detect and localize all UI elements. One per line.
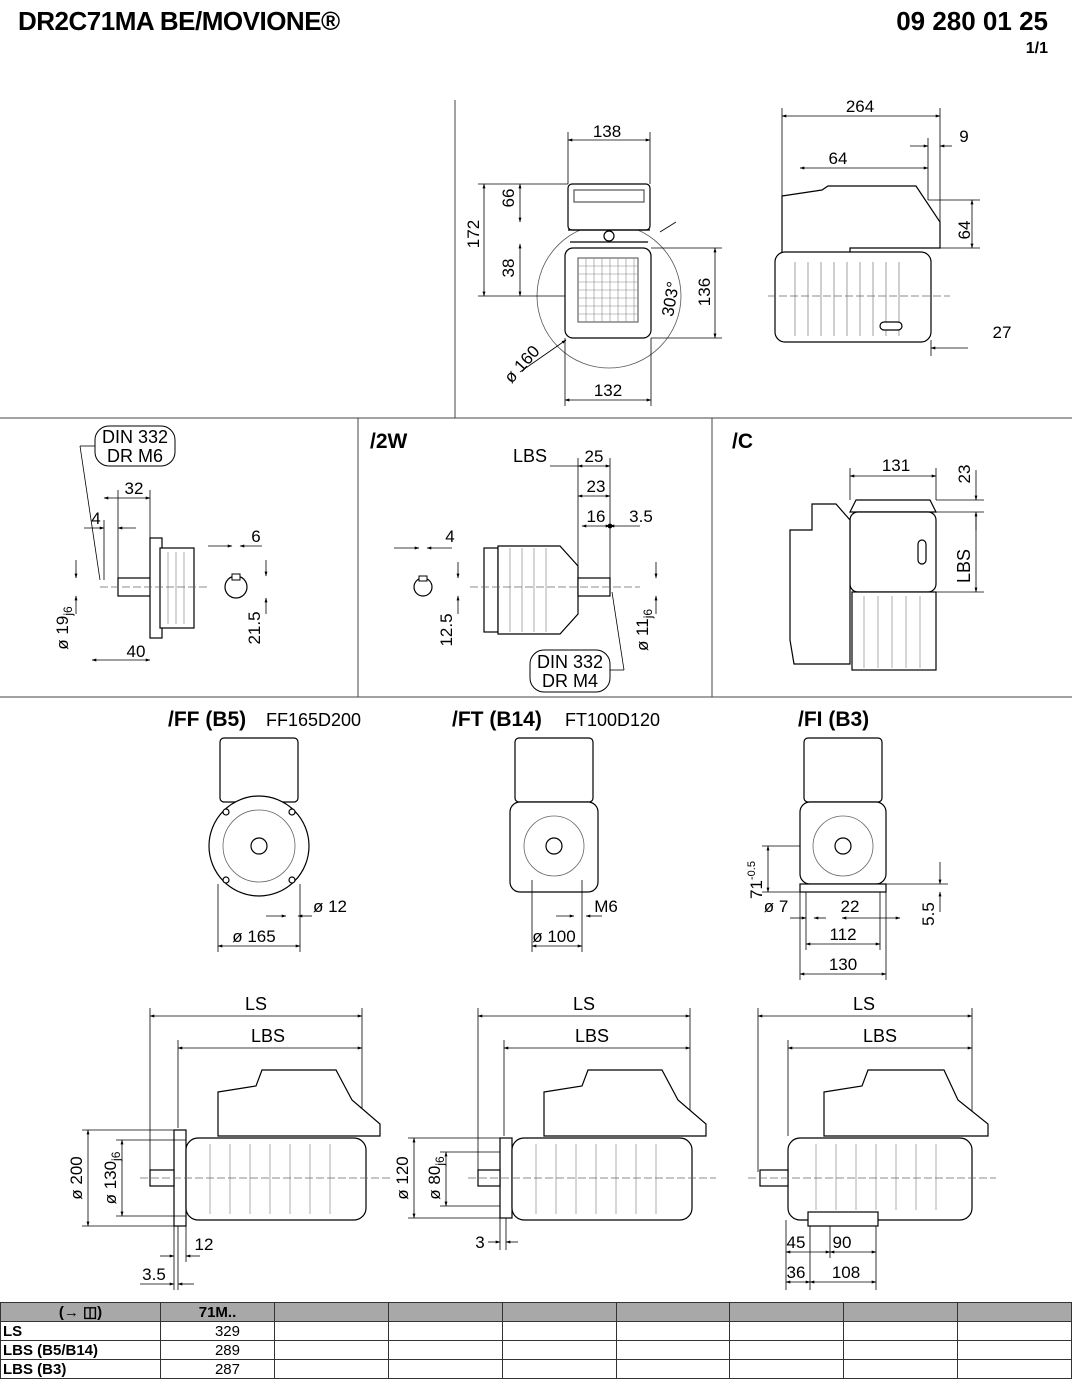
table-row xyxy=(1,1322,1072,1341)
dim-136: 136 xyxy=(695,277,714,307)
table-header-empty xyxy=(844,1303,958,1322)
dim-6: 6 xyxy=(251,527,261,546)
table-header-empty xyxy=(958,1303,1072,1322)
dim-64-vertical: 64 xyxy=(955,220,974,240)
table-row xyxy=(1,1360,1072,1379)
row-label: LBS (B5/B14) xyxy=(1,1341,161,1360)
dim-27: 27 xyxy=(992,323,1012,342)
dim-lbs-canopy: LBS xyxy=(954,548,974,584)
shaft-detail-din-m6 xyxy=(80,426,247,638)
section-c-label: /C xyxy=(732,430,753,453)
empty-cell xyxy=(958,1341,1072,1360)
b5-ls-label: LS xyxy=(244,994,268,1014)
tolerance-j6-2w: j6 xyxy=(641,608,655,619)
b14-side-view xyxy=(408,1008,716,1250)
table-header-row xyxy=(1,1303,1072,1322)
canopy-view xyxy=(790,500,936,670)
din-callout-line1: DIN 332 xyxy=(101,427,169,447)
dim-d80-value: ø 80 xyxy=(425,1165,444,1200)
empty-cell xyxy=(958,1360,1072,1379)
b14-ls-label: LS xyxy=(572,994,596,1014)
table-row xyxy=(1,1341,1072,1360)
page-number: 1/1 xyxy=(1025,40,1048,57)
dim-23-canopy: 23 xyxy=(955,464,974,484)
dim-36: 36 xyxy=(786,1263,806,1282)
dim-d11 xyxy=(633,609,655,651)
dim-12-b5: 12 xyxy=(194,1235,214,1254)
empty-cell xyxy=(844,1322,958,1341)
empty-cell xyxy=(502,1322,616,1341)
b5-lbs-label: LBS xyxy=(250,1026,286,1046)
row-value: 287 xyxy=(161,1360,275,1379)
b3-lbs-label: LBS xyxy=(862,1026,898,1046)
row-label: LS xyxy=(1,1322,161,1341)
dim-45: 45 xyxy=(786,1233,806,1252)
dim-d200: ø 200 xyxy=(67,1156,86,1200)
dim-138: 138 xyxy=(592,122,622,141)
dim-303-deg: 303° xyxy=(658,280,683,319)
dim-64-horizontal: 64 xyxy=(828,149,848,168)
dim-3-5: 3.5 xyxy=(629,507,653,526)
empty-cell xyxy=(275,1322,389,1341)
dim-3-b14: 3 xyxy=(475,1233,485,1252)
dim-131: 131 xyxy=(881,456,911,475)
dim-d160: ø 160 xyxy=(500,341,544,387)
dim-d7: ø 7 xyxy=(763,897,789,916)
dim-40: 40 xyxy=(126,642,146,661)
dim-264: 264 xyxy=(845,97,875,116)
front-view xyxy=(537,184,681,368)
table-header-size: 71M.. xyxy=(161,1303,275,1322)
ff-flange-view xyxy=(209,738,309,896)
side-view xyxy=(768,186,950,342)
table-header-empty xyxy=(502,1303,616,1322)
dim-m6: M6 xyxy=(594,897,618,916)
dim-71-value: 71 xyxy=(747,880,766,899)
section-ft-label: /FT (B14) xyxy=(452,708,542,731)
din-callout2-line2: DR M4 xyxy=(541,671,599,691)
drawing-title: DR2C71MA BE/MOVIONE® xyxy=(18,6,340,36)
empty-cell xyxy=(388,1341,502,1360)
table-header-empty xyxy=(388,1303,502,1322)
table-header-empty xyxy=(616,1303,730,1322)
dim-d130 xyxy=(101,1151,123,1204)
dim-172: 172 xyxy=(464,219,483,249)
section-2w-label: /2W xyxy=(370,430,408,453)
tolerance-minus-0-5: -0.5 xyxy=(746,861,758,881)
dim-66: 66 xyxy=(499,188,518,208)
empty-cell xyxy=(616,1341,730,1360)
dim-130: 130 xyxy=(828,955,858,974)
dim-12-5: 12.5 xyxy=(437,613,456,647)
dim-d120: ø 120 xyxy=(393,1156,412,1200)
tolerance-j6-b5: j6 xyxy=(109,1151,123,1161)
dim-d165: ø 165 xyxy=(232,927,276,946)
dim-9: 9 xyxy=(959,127,969,146)
dim-71 xyxy=(746,861,766,899)
dim-d130-value: ø 130 xyxy=(101,1160,120,1205)
row-label: LBS (B3) xyxy=(1,1360,161,1379)
table-header-ref: (→ ◫) xyxy=(1,1303,161,1322)
empty-cell xyxy=(730,1341,844,1360)
dim-d19-value: ø 19 xyxy=(53,615,72,650)
din-callout-line2: DR M6 xyxy=(106,446,164,466)
b5-side-view xyxy=(82,1008,390,1290)
dim-38: 38 xyxy=(499,258,518,278)
fi-foot-view xyxy=(800,738,886,892)
tolerance-j6: j6 xyxy=(61,606,75,616)
empty-cell xyxy=(730,1322,844,1341)
dim-d12: ø 12 xyxy=(312,897,348,916)
dim-16: 16 xyxy=(586,507,606,526)
section-ff-label: /FF (B5) xyxy=(168,708,247,731)
b3-side-view xyxy=(748,1008,996,1290)
tolerance-j6-b14: j6 xyxy=(433,1156,447,1166)
dim-d19 xyxy=(53,606,75,650)
dim-108: 108 xyxy=(831,1263,861,1282)
dim-5-5: 5.5 xyxy=(919,902,938,926)
empty-cell xyxy=(958,1322,1072,1341)
section-fi-label: /FI (B3) xyxy=(798,708,870,731)
empty-cell xyxy=(275,1360,389,1379)
table-header-empty xyxy=(275,1303,389,1322)
row-value: 329 xyxy=(161,1322,275,1341)
b3-ls-label: LS xyxy=(852,994,876,1014)
dim-25: 25 xyxy=(584,447,604,466)
empty-cell xyxy=(502,1360,616,1379)
section-ft-sub: FT100D120 xyxy=(565,710,661,730)
empty-cell xyxy=(616,1360,730,1379)
dim-d11-value: ø 11 xyxy=(633,618,652,652)
row-value: 289 xyxy=(161,1341,275,1360)
empty-cell xyxy=(844,1360,958,1379)
ft-flange-view xyxy=(510,738,598,892)
b14-lbs-label: LBS xyxy=(574,1026,610,1046)
dim-4-2w: 4 xyxy=(445,527,455,546)
dim-d80 xyxy=(425,1156,447,1200)
dim-4: 4 xyxy=(91,509,101,528)
empty-cell xyxy=(730,1360,844,1379)
empty-cell xyxy=(616,1322,730,1341)
drawing-number: 09 280 01 25 xyxy=(896,6,1048,36)
dim-90: 90 xyxy=(832,1233,852,1252)
dim-d100: ø 100 xyxy=(532,927,576,946)
dim-112: 112 xyxy=(829,925,857,944)
empty-cell xyxy=(502,1341,616,1360)
dim-lbs-2w: LBS xyxy=(512,446,548,466)
dim-23: 23 xyxy=(586,477,606,496)
dim-32: 32 xyxy=(124,479,144,498)
empty-cell xyxy=(844,1341,958,1360)
empty-cell xyxy=(275,1341,389,1360)
dim-132: 132 xyxy=(593,381,623,400)
dimension-table xyxy=(0,1302,1072,1379)
din-callout2-line1: DIN 332 xyxy=(536,652,604,672)
section-ff-sub: FF165D200 xyxy=(266,710,362,730)
dim-3-5-b5: 3.5 xyxy=(142,1265,166,1284)
dim-21-5: 21.5 xyxy=(245,611,264,645)
dim-22: 22 xyxy=(840,897,860,916)
empty-cell xyxy=(388,1322,502,1341)
table-header-empty xyxy=(730,1303,844,1322)
empty-cell xyxy=(388,1360,502,1379)
